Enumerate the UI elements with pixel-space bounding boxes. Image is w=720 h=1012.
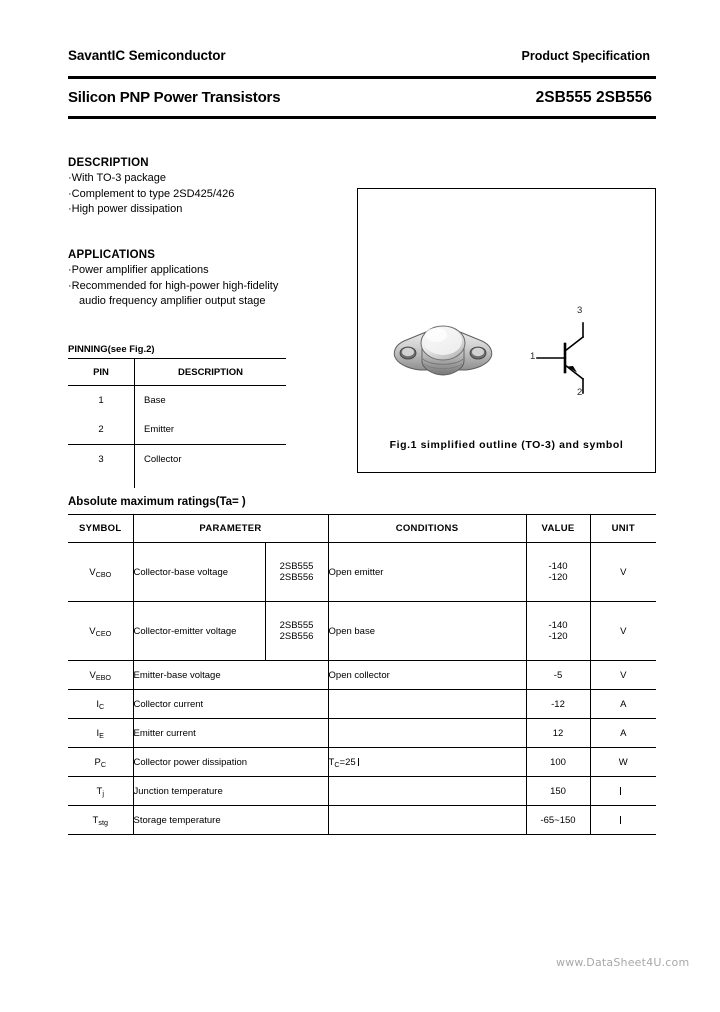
ratings-col-symbol: SYMBOL <box>68 515 133 543</box>
ratings-col-conditions: CONDITIONS <box>328 515 526 543</box>
pinning-caption: PINNING(see Fig.2) <box>68 344 155 355</box>
degree-celsius-glyph <box>620 816 626 824</box>
rating-type-variants: 2SB555 2SB556 <box>265 602 328 661</box>
rating-type-variants: 2SB555 2SB556 <box>265 543 328 602</box>
rating-condition <box>328 719 526 748</box>
pnp-transistor-symbol <box>523 311 618 406</box>
rating-unit: W <box>590 748 656 777</box>
table-row <box>68 748 656 777</box>
rating-value: -12 <box>526 690 590 719</box>
table-row <box>68 719 656 748</box>
page-header <box>68 48 656 63</box>
rating-condition: Open collector <box>328 661 526 690</box>
rating-symbol: $T_{stg}$ <box>68 806 133 835</box>
table-row <box>68 602 656 661</box>
pinning-col-pin: PIN <box>68 359 135 386</box>
rating-value: 100 <box>526 748 590 777</box>
table-row <box>68 543 656 602</box>
rating-condition: $T_C=25$ <box>328 748 526 777</box>
figure-caption: Fig.1 simplified outline (TO-3) and symbol <box>389 439 624 451</box>
rating-symbol: $I_C$ <box>68 690 133 719</box>
rating-unit: V <box>590 661 656 690</box>
applications-item-continuation: audio frequency amplifier output stage <box>79 295 266 307</box>
header-rule-top <box>68 76 656 79</box>
table-row <box>68 415 286 445</box>
rating-symbol: $V_{CBO}$ <box>68 543 133 602</box>
rating-parameter: Collector power dissipation <box>133 748 328 777</box>
applications-heading: APPLICATIONS <box>68 249 156 261</box>
rating-value: 150 <box>526 777 590 806</box>
pin-number: 2 <box>68 415 135 445</box>
pinning-table <box>68 358 286 474</box>
description-item: ·With TO-3 package <box>68 172 167 184</box>
to3-package-image <box>386 307 498 395</box>
figure-box <box>357 188 656 473</box>
rating-symbol: $V_{CEO}$ <box>68 602 133 661</box>
ratings-table <box>68 514 656 835</box>
applications-section <box>68 249 358 310</box>
applications-item: ·Power amplifier applications <box>68 264 209 276</box>
rating-parameter: Collector current <box>133 690 328 719</box>
symbol-pin-3-label: 3 <box>577 305 583 316</box>
rating-parameter: Junction temperature <box>133 777 328 806</box>
description-section <box>68 157 353 218</box>
watermark-text: www.DataSheet4U.com <box>556 956 690 969</box>
pin-description: Base <box>144 395 166 406</box>
rating-unit: V <box>590 602 656 661</box>
pinning-divider-stub <box>134 474 135 488</box>
header-rule-bottom <box>68 116 656 119</box>
rating-value: -140 -120 <box>526 602 590 661</box>
degree-celsius-glyph <box>620 787 626 795</box>
pin-description: Emitter <box>135 415 287 445</box>
table-row <box>68 777 656 806</box>
ratings-col-unit: UNIT <box>590 515 656 543</box>
pinning-section <box>68 344 286 488</box>
rating-unit <box>590 777 656 806</box>
rating-symbol: $P_C$ <box>68 748 133 777</box>
rating-parameter: Collector-base voltage <box>133 543 265 602</box>
table-row <box>68 386 286 416</box>
rating-unit: A <box>590 690 656 719</box>
table-row <box>68 806 656 835</box>
rating-condition: Open base <box>328 602 526 661</box>
pin-number: 3 <box>68 445 135 475</box>
ratings-col-parameter: PARAMETER <box>133 515 328 543</box>
part-numbers: 2SB555 2SB556 <box>535 89 652 106</box>
page-title-row <box>68 89 656 107</box>
description-item: ·High power dissipation <box>68 203 183 215</box>
ratings-header-row <box>68 515 656 543</box>
pin-number: 1 <box>68 386 135 416</box>
table-row <box>68 661 656 690</box>
rating-parameter: Emitter current <box>133 719 328 748</box>
table-row <box>68 445 286 475</box>
ratings-title: Absolute maximum ratings(Ta= ) <box>68 496 246 508</box>
ratings-section <box>68 514 656 835</box>
pinning-table-tail <box>68 474 286 488</box>
rating-condition <box>328 690 526 719</box>
table-row <box>68 690 656 719</box>
document-type: Product Specification <box>521 49 650 63</box>
symbol-pin-1-label: 1 <box>530 351 536 362</box>
description-item: ·Complement to type 2SD425/426 <box>68 187 235 200</box>
rating-condition <box>328 777 526 806</box>
applications-item: ·Recommended for high-power high-fidelity <box>68 279 279 292</box>
ratings-col-value: VALUE <box>526 515 590 543</box>
rating-value: -5 <box>526 661 590 690</box>
rating-condition: Open emitter <box>328 543 526 602</box>
rating-symbol: $V_{EBO}$ <box>68 661 133 690</box>
rating-unit: V <box>590 543 656 602</box>
rating-condition <box>328 806 526 835</box>
rating-value: 12 <box>526 719 590 748</box>
pinning-col-description: DESCRIPTION <box>135 359 287 386</box>
rating-unit: A <box>590 719 656 748</box>
rating-parameter: Emitter-base voltage <box>133 661 328 690</box>
rating-parameter: Collector-emitter voltage <box>133 602 265 661</box>
rating-parameter: Storage temperature <box>133 806 328 835</box>
pin-description: Collector <box>144 454 182 465</box>
page-title: Silicon PNP Power Transistors <box>68 89 281 106</box>
rating-unit <box>590 806 656 835</box>
rating-symbol: $I_E$ <box>68 719 133 748</box>
pinning-header-row <box>68 359 286 386</box>
rating-value: -65~150 <box>526 806 590 835</box>
description-heading: DESCRIPTION <box>68 157 149 169</box>
company-name: SavantIC Semiconductor <box>68 48 226 63</box>
rating-value: -140 -120 <box>526 543 590 602</box>
rating-symbol: $T_j$ <box>68 777 133 806</box>
degree-celsius-glyph <box>358 758 364 766</box>
symbol-pin-2-label: 2 <box>577 387 583 398</box>
